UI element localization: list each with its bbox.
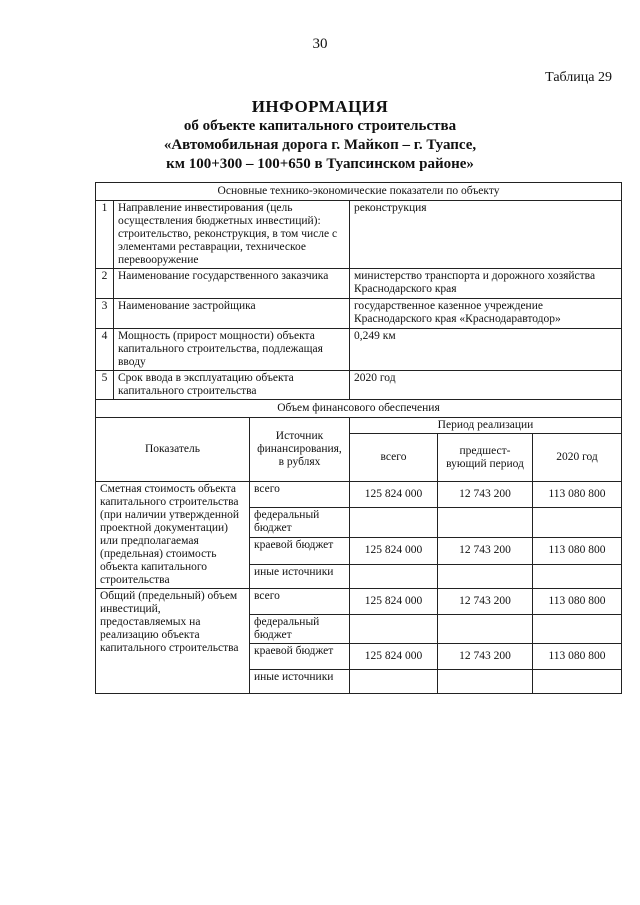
fin-2020 (533, 564, 622, 588)
fin-source: иные источники (250, 564, 350, 588)
col-header-2020: 2020 год (533, 434, 622, 482)
col-header-previous: предшест-вующий период (438, 434, 533, 482)
fin-source: всего (250, 589, 350, 615)
tech-row-label: Направление инвестирования (цель осуществления бюджетных инвестиций): строительство, реконструкция, в том числе с элементами реставрации, техническое перевооружение (114, 201, 350, 269)
fin-total: 125 824 000 (350, 589, 438, 615)
fin-section-header: Объем финансового обеспечения (96, 400, 622, 418)
title-line-3: км 100+300 – 100+650 в Туапсинском районе» (166, 156, 474, 172)
fin-2020: 113 080 800 (533, 589, 622, 615)
fin-previous: 12 743 200 (438, 538, 533, 564)
fin-source: иные источники (250, 670, 350, 694)
tech-row (96, 201, 622, 269)
tech-row-value: реконструкция (350, 201, 622, 269)
tech-row (96, 371, 622, 400)
tech-row-value: министерство транспорта и дорожного хозяйства Краснодарского края (350, 269, 622, 299)
title-line-2: «Автомобильная дорога г. Майкоп – г. Туапсе, (163, 137, 477, 153)
fin-source: федеральный бюджет (250, 615, 350, 644)
tech-row-label: Срок ввода в эксплуатацию объекта капитального строительства (114, 371, 350, 400)
title-line-1: об объекте капитального строительства (183, 118, 457, 134)
fin-source: краевой бюджет (250, 644, 350, 670)
tech-row-label: Наименование застройщика (114, 299, 350, 329)
tech-row-number: 4 (96, 329, 114, 371)
tech-row-label: Наименование государственного заказчика (114, 269, 350, 299)
table-label: Таблица 29 (545, 70, 612, 85)
col-header-source: Источник финансирования, в рублях (250, 418, 350, 482)
info-table (95, 182, 622, 694)
fin-2020 (533, 508, 622, 538)
col-header-period: Период реализации (350, 418, 622, 434)
title-main: ИНФОРМАЦИЯ (251, 97, 389, 116)
fin-previous: 12 743 200 (438, 482, 533, 508)
fin-total: 125 824 000 (350, 538, 438, 564)
fin-2020 (533, 670, 622, 694)
fin-previous (438, 564, 533, 588)
tech-row-number: 1 (96, 201, 114, 269)
fin-source: всего (250, 482, 350, 508)
fin-previous (438, 508, 533, 538)
fin-indicator: Общий (предельный) объем инвестиций, предоставляемых на реализацию объекта капитального строительства (96, 589, 250, 694)
tech-section-header: Основные технико-экономические показатели по объекту (96, 183, 622, 201)
fin-total (350, 508, 438, 538)
fin-row (96, 589, 622, 615)
tech-row (96, 299, 622, 329)
page-number: 30 (312, 36, 328, 52)
tech-row-number: 3 (96, 299, 114, 329)
tech-row-number: 2 (96, 269, 114, 299)
document-title (0, 97, 640, 174)
fin-2020: 113 080 800 (533, 538, 622, 564)
tech-row (96, 269, 622, 299)
fin-2020: 113 080 800 (533, 482, 622, 508)
fin-previous (438, 670, 533, 694)
fin-2020 (533, 615, 622, 644)
fin-2020: 113 080 800 (533, 644, 622, 670)
col-header-total: всего (350, 434, 438, 482)
tech-row (96, 329, 622, 371)
fin-source: краевой бюджет (250, 538, 350, 564)
tech-row-number: 5 (96, 371, 114, 400)
fin-row (96, 482, 622, 508)
fin-total: 125 824 000 (350, 644, 438, 670)
fin-total (350, 615, 438, 644)
fin-total: 125 824 000 (350, 482, 438, 508)
tech-row-label: Мощность (прирост мощности) объекта капитального строительства, подлежащая вводу (114, 329, 350, 371)
tech-row-value: 2020 год (350, 371, 622, 400)
fin-indicator: Сметная стоимость объекта капитального строительства (при наличии утвержденной проектной документации) или предполагаемая (предельная) стоимость объекта капитального строительства (96, 482, 250, 589)
fin-previous (438, 615, 533, 644)
col-header-indicator: Показатель (96, 418, 250, 482)
fin-source: федеральный бюджет (250, 508, 350, 538)
fin-previous: 12 743 200 (438, 589, 533, 615)
tech-row-value: государственное казенное учреждение Краснодарского края «Краснодаравтодор» (350, 299, 622, 329)
fin-total (350, 670, 438, 694)
fin-total (350, 564, 438, 588)
tech-row-value: 0,249 км (350, 329, 622, 371)
fin-previous: 12 743 200 (438, 644, 533, 670)
